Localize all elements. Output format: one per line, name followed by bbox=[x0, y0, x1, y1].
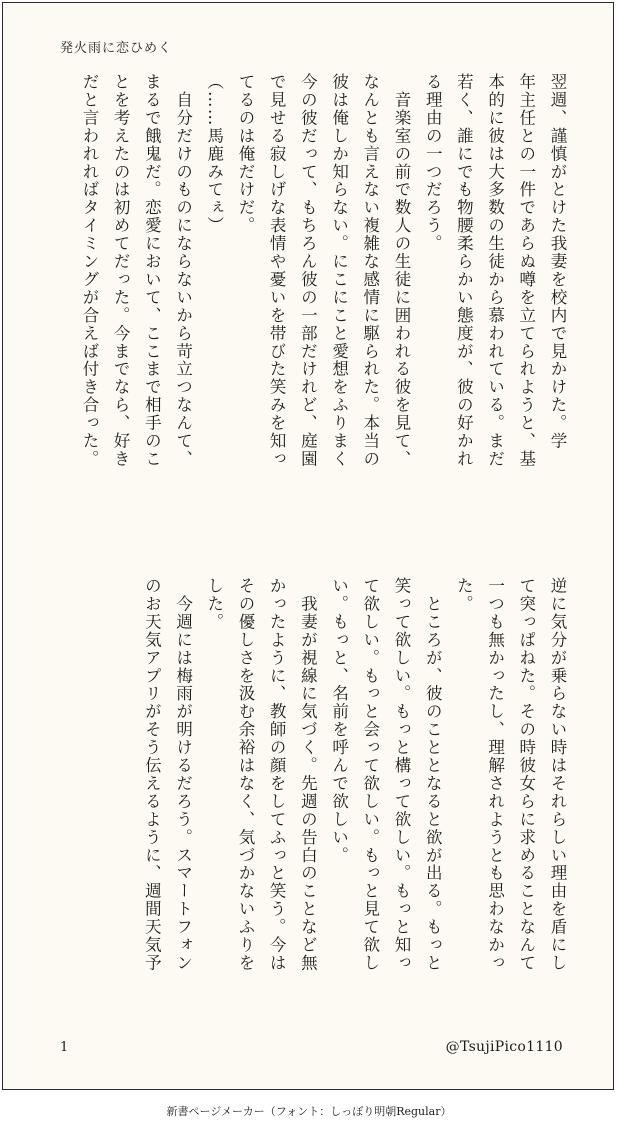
text-column: 逆に気分が乗らない時はそれらしい理由を盾にし bbox=[548, 577, 567, 972]
generator-caption: 新書ページメーカー（フォント：しっぽり明朝Regular） bbox=[166, 1105, 452, 1118]
text-column: で見せる寂しげな表情や憂いを帯びた笑みを知っ bbox=[267, 73, 287, 468]
text-column: まるで餓鬼だ。恋愛において、ここまで相手のこ bbox=[142, 73, 162, 468]
text-column: とを考えたのは初めてだった。今までなら、好き bbox=[111, 73, 131, 468]
author-handle: @TsujiPico1110 bbox=[445, 1039, 563, 1055]
text-column: て突っぱねた。その時彼女らに求めることなんて bbox=[516, 577, 536, 972]
text-column: る理由の一つだろう。 bbox=[423, 73, 443, 253]
text-column: てるのは俺だけだ。 bbox=[235, 73, 255, 235]
text-column: のお天気アプリがそう伝えるように、週間天気予 bbox=[142, 577, 162, 972]
text-column: 今週には梅雨が明けるだろう。スマートフォン bbox=[173, 577, 193, 972]
text-column: 一つも無かったし、理解されようとも思わなかっ bbox=[485, 577, 505, 972]
text-column: 笑って欲しい。もっと構って欲しい。もっと知っ bbox=[391, 577, 411, 972]
text-column: その優しさを汲む余裕はなく、気づかないふりを bbox=[235, 577, 255, 972]
book-page bbox=[2, 2, 614, 1090]
text-column: だと言われればタイミングが合えば付き合った。 bbox=[79, 73, 99, 468]
text-column: かったように、教師の顔をしてふっと笑う。今は bbox=[267, 577, 287, 972]
text-column: ところが、彼のこととなると欲が出る。もっと bbox=[423, 577, 443, 972]
text-column: た。 bbox=[454, 577, 474, 613]
text-column: い。もっと、名前を呼んで欲しい。 bbox=[329, 577, 349, 865]
text-column: した。 bbox=[204, 577, 224, 631]
text-column: 本的に彼は大多数の生徒から慕われている。まだ bbox=[485, 73, 505, 468]
text-column: 翌週、謹慎がとけた我妻を校内で見かけた。学 bbox=[548, 73, 567, 450]
text-column: （……馬鹿みてぇ） bbox=[204, 73, 224, 235]
running-title: 発火雨に恋ひめく bbox=[60, 41, 173, 56]
text-block-bottom bbox=[53, 577, 573, 997]
text-column: 音楽室の前で数人の生徒に囲われる彼を見て、 bbox=[391, 73, 411, 468]
text-column: 自分だけのものにならないから苛立つなんて、 bbox=[173, 73, 193, 468]
text-column: 今の彼だって、もちろん彼の一部だけれど、庭園 bbox=[298, 73, 318, 468]
text-column: て欲しい。もっと会って欲しい。もっと見て欲し bbox=[360, 577, 380, 972]
text-column: 若く、誰にでも物腰柔らかい態度が、彼の好かれ bbox=[454, 73, 474, 468]
text-column: 我妻が視線に気づく。先週の告白のことなど無 bbox=[298, 577, 318, 972]
text-column: 年主任との一件であらぬ噂を立てられようと、基 bbox=[516, 73, 536, 468]
text-block-top bbox=[53, 73, 573, 513]
text-column: なんとも言えない複雑な感情に駆られた。本当の bbox=[360, 73, 380, 468]
text-column: 彼は俺しか知らない。にこにこと愛想をふりまく bbox=[329, 73, 349, 468]
page-number: 1 bbox=[60, 1040, 69, 1055]
